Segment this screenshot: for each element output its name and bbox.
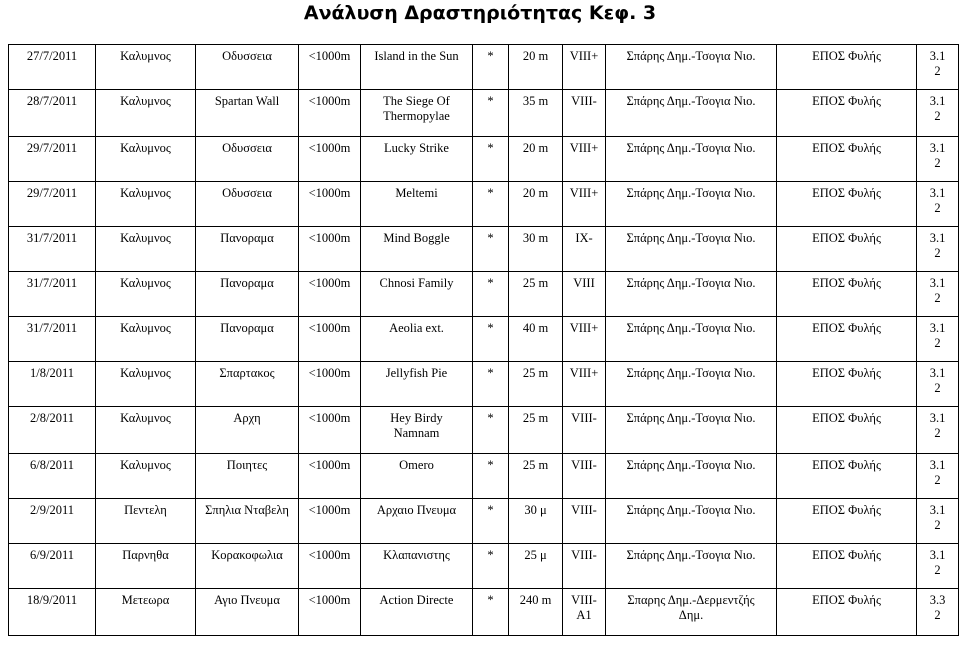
cell-partners: Σπάρης Δημ.-Τσογια Νιο. bbox=[606, 90, 777, 137]
cell-star: * bbox=[473, 407, 509, 454]
table-row bbox=[9, 407, 959, 454]
cell-length: 40 m bbox=[509, 317, 563, 362]
cell-code: 3.1 2 bbox=[917, 227, 959, 272]
cell-length: 25 m bbox=[509, 362, 563, 407]
table-row bbox=[9, 137, 959, 182]
table-row bbox=[9, 272, 959, 317]
cell-grade: VIII+ bbox=[563, 317, 606, 362]
cell-date: 29/7/2011 bbox=[9, 182, 96, 227]
cell-star: * bbox=[473, 182, 509, 227]
cell-star: * bbox=[473, 544, 509, 589]
cell-location: Καλυμνος bbox=[96, 227, 196, 272]
table-row bbox=[9, 227, 959, 272]
cell-altitude: <1000m bbox=[299, 272, 361, 317]
cell-altitude: <1000m bbox=[299, 317, 361, 362]
cell-sector: Οδυσσεια bbox=[196, 45, 299, 90]
table-row bbox=[9, 45, 959, 90]
cell-length: 30 μ bbox=[509, 499, 563, 544]
table-row bbox=[9, 182, 959, 227]
cell-route: Action Directe bbox=[361, 589, 473, 636]
cell-route: Island in the Sun bbox=[361, 45, 473, 90]
cell-sector: Πανοραμα bbox=[196, 227, 299, 272]
cell-code: 3.1 2 bbox=[917, 544, 959, 589]
cell-code: 3.3 2 bbox=[917, 589, 959, 636]
cell-grade: VIII+ bbox=[563, 137, 606, 182]
cell-length: 25 m bbox=[509, 407, 563, 454]
cell-club: ΕΠΟΣ Φυλής bbox=[777, 454, 917, 499]
cell-date: 27/7/2011 bbox=[9, 45, 96, 90]
cell-length: 25 μ bbox=[509, 544, 563, 589]
cell-route: Mind Boggle bbox=[361, 227, 473, 272]
cell-location: Μετεωρα bbox=[96, 589, 196, 636]
cell-partners: Σπάρης Δημ.-Τσογια Νιο. bbox=[606, 499, 777, 544]
cell-location: Καλυμνος bbox=[96, 317, 196, 362]
cell-code: 3.1 2 bbox=[917, 317, 959, 362]
cell-partners: Σπάρης Δημ.-Τσογια Νιο. bbox=[606, 137, 777, 182]
cell-route: Κλαπανιστης bbox=[361, 544, 473, 589]
cell-location: Καλυμνος bbox=[96, 407, 196, 454]
cell-grade: VIII+ bbox=[563, 182, 606, 227]
cell-club: ΕΠΟΣ Φυλής bbox=[777, 407, 917, 454]
table-row bbox=[9, 499, 959, 544]
cell-star: * bbox=[473, 90, 509, 137]
cell-date: 2/9/2011 bbox=[9, 499, 96, 544]
cell-altitude: <1000m bbox=[299, 454, 361, 499]
cell-star: * bbox=[473, 362, 509, 407]
cell-grade: VIII+ bbox=[563, 45, 606, 90]
cell-route: Chnosi Family bbox=[361, 272, 473, 317]
cell-sector: Spartan Wall bbox=[196, 90, 299, 137]
cell-altitude: <1000m bbox=[299, 544, 361, 589]
cell-location: Καλυμνος bbox=[96, 45, 196, 90]
cell-date: 18/9/2011 bbox=[9, 589, 96, 636]
cell-grade: IX- bbox=[563, 227, 606, 272]
cell-date: 28/7/2011 bbox=[9, 90, 96, 137]
cell-code: 3.1 2 bbox=[917, 272, 959, 317]
cell-partners: Σπάρης Δημ.-Τσογια Νιο. bbox=[606, 182, 777, 227]
cell-sector: Οδυσσεια bbox=[196, 137, 299, 182]
table-body bbox=[9, 45, 959, 636]
cell-star: * bbox=[473, 499, 509, 544]
cell-location: Πεντελη bbox=[96, 499, 196, 544]
cell-grade: VIII+ bbox=[563, 362, 606, 407]
cell-grade: VIII- bbox=[563, 544, 606, 589]
cell-grade: VIII bbox=[563, 272, 606, 317]
cell-location: Καλυμνος bbox=[96, 272, 196, 317]
cell-altitude: <1000m bbox=[299, 45, 361, 90]
cell-star: * bbox=[473, 137, 509, 182]
cell-code: 3.1 2 bbox=[917, 45, 959, 90]
cell-star: * bbox=[473, 272, 509, 317]
cell-club: ΕΠΟΣ Φυλής bbox=[777, 90, 917, 137]
cell-grade: VIII- bbox=[563, 90, 606, 137]
cell-length: 25 m bbox=[509, 272, 563, 317]
cell-sector: Σπαρτακος bbox=[196, 362, 299, 407]
cell-altitude: <1000m bbox=[299, 589, 361, 636]
cell-code: 3.1 2 bbox=[917, 182, 959, 227]
cell-club: ΕΠΟΣ Φυλής bbox=[777, 317, 917, 362]
cell-grade: VIII- bbox=[563, 454, 606, 499]
cell-partners: Σπάρης Δημ.-Τσογια Νιο. bbox=[606, 407, 777, 454]
cell-route: Omero bbox=[361, 454, 473, 499]
cell-club: ΕΠΟΣ Φυλής bbox=[777, 137, 917, 182]
cell-code: 3.1 2 bbox=[917, 499, 959, 544]
cell-partners: Σπάρης Δημ.-Τσογια Νιο. bbox=[606, 362, 777, 407]
cell-altitude: <1000m bbox=[299, 137, 361, 182]
cell-grade: VIII- bbox=[563, 499, 606, 544]
cell-location: Καλυμνος bbox=[96, 90, 196, 137]
cell-route: Jellyfish Pie bbox=[361, 362, 473, 407]
table-row bbox=[9, 317, 959, 362]
cell-sector: Αρχη bbox=[196, 407, 299, 454]
cell-partners: Σπάρης Δημ.-Τσογια Νιο. bbox=[606, 272, 777, 317]
cell-location: Παρνηθα bbox=[96, 544, 196, 589]
cell-location: Καλυμνος bbox=[96, 137, 196, 182]
cell-code: 3.1 2 bbox=[917, 407, 959, 454]
cell-sector: Οδυσσεια bbox=[196, 182, 299, 227]
cell-length: 20 m bbox=[509, 137, 563, 182]
cell-star: * bbox=[473, 454, 509, 499]
cell-partners: Σπάρης Δημ.-Τσογια Νιο. bbox=[606, 227, 777, 272]
cell-sector: Σπηλια Νταβελη bbox=[196, 499, 299, 544]
cell-sector: Αγιο Πνευμα bbox=[196, 589, 299, 636]
cell-location: Καλυμνος bbox=[96, 454, 196, 499]
cell-grade: VIII- A1 bbox=[563, 589, 606, 636]
cell-date: 31/7/2011 bbox=[9, 227, 96, 272]
cell-length: 25 m bbox=[509, 454, 563, 499]
cell-altitude: <1000m bbox=[299, 227, 361, 272]
cell-star: * bbox=[473, 589, 509, 636]
cell-club: ΕΠΟΣ Φυλής bbox=[777, 362, 917, 407]
cell-club: ΕΠΟΣ Φυλής bbox=[777, 544, 917, 589]
cell-altitude: <1000m bbox=[299, 90, 361, 137]
cell-club: ΕΠΟΣ Φυλής bbox=[777, 45, 917, 90]
cell-altitude: <1000m bbox=[299, 182, 361, 227]
cell-location: Καλυμνος bbox=[96, 362, 196, 407]
table-row bbox=[9, 589, 959, 636]
cell-code: 3.1 2 bbox=[917, 90, 959, 137]
table-row bbox=[9, 362, 959, 407]
cell-sector: Ποιητες bbox=[196, 454, 299, 499]
cell-date: 31/7/2011 bbox=[9, 317, 96, 362]
cell-star: * bbox=[473, 45, 509, 90]
cell-partners: Σπάρης Δημ.-Τσογια Νιο. bbox=[606, 454, 777, 499]
cell-partners: Σπαρης Δημ.-Δερμεντζής Δημ. bbox=[606, 589, 777, 636]
table-row bbox=[9, 454, 959, 499]
cell-route: The Siege Of Thermopylae bbox=[361, 90, 473, 137]
cell-club: ΕΠΟΣ Φυλής bbox=[777, 499, 917, 544]
cell-code: 3.1 2 bbox=[917, 362, 959, 407]
cell-star: * bbox=[473, 227, 509, 272]
page-title: Ανάλυση Δραστηριότητας Κεφ. 3 bbox=[303, 2, 657, 24]
cell-partners: Σπάρης Δημ.-Τσογια Νιο. bbox=[606, 317, 777, 362]
cell-length: 20 m bbox=[509, 182, 563, 227]
cell-route: Meltemi bbox=[361, 182, 473, 227]
cell-length: 240 m bbox=[509, 589, 563, 636]
cell-club: ΕΠΟΣ Φυλής bbox=[777, 182, 917, 227]
cell-altitude: <1000m bbox=[299, 407, 361, 454]
cell-location: Καλυμνος bbox=[96, 182, 196, 227]
cell-date: 6/8/2011 bbox=[9, 454, 96, 499]
cell-route: Lucky Strike bbox=[361, 137, 473, 182]
cell-club: ΕΠΟΣ Φυλής bbox=[777, 589, 917, 636]
cell-club: ΕΠΟΣ Φυλής bbox=[777, 227, 917, 272]
cell-route: Hey Birdy Namnam bbox=[361, 407, 473, 454]
cell-date: 6/9/2011 bbox=[9, 544, 96, 589]
cell-date: 1/8/2011 bbox=[9, 362, 96, 407]
cell-sector: Πανοραμα bbox=[196, 317, 299, 362]
cell-altitude: <1000m bbox=[299, 362, 361, 407]
cell-date: 29/7/2011 bbox=[9, 137, 96, 182]
cell-date: 31/7/2011 bbox=[9, 272, 96, 317]
cell-sector: Πανοραμα bbox=[196, 272, 299, 317]
cell-sector: Κορακοφωλια bbox=[196, 544, 299, 589]
activity-table bbox=[8, 44, 959, 636]
cell-length: 20 m bbox=[509, 45, 563, 90]
cell-code: 3.1 2 bbox=[917, 137, 959, 182]
cell-route: Αρχαιο Πνευμα bbox=[361, 499, 473, 544]
cell-star: * bbox=[473, 317, 509, 362]
table-row bbox=[9, 544, 959, 589]
cell-club: ΕΠΟΣ Φυλής bbox=[777, 272, 917, 317]
cell-length: 30 m bbox=[509, 227, 563, 272]
cell-code: 3.1 2 bbox=[917, 454, 959, 499]
cell-date: 2/8/2011 bbox=[9, 407, 96, 454]
cell-length: 35 m bbox=[509, 90, 563, 137]
table-row bbox=[9, 90, 959, 137]
cell-partners: Σπάρης Δημ.-Τσογια Νιο. bbox=[606, 45, 777, 90]
cell-partners: Σπάρης Δημ.-Τσογια Νιο. bbox=[606, 544, 777, 589]
cell-altitude: <1000m bbox=[299, 499, 361, 544]
cell-route: Aeolia ext. bbox=[361, 317, 473, 362]
cell-grade: VIII- bbox=[563, 407, 606, 454]
